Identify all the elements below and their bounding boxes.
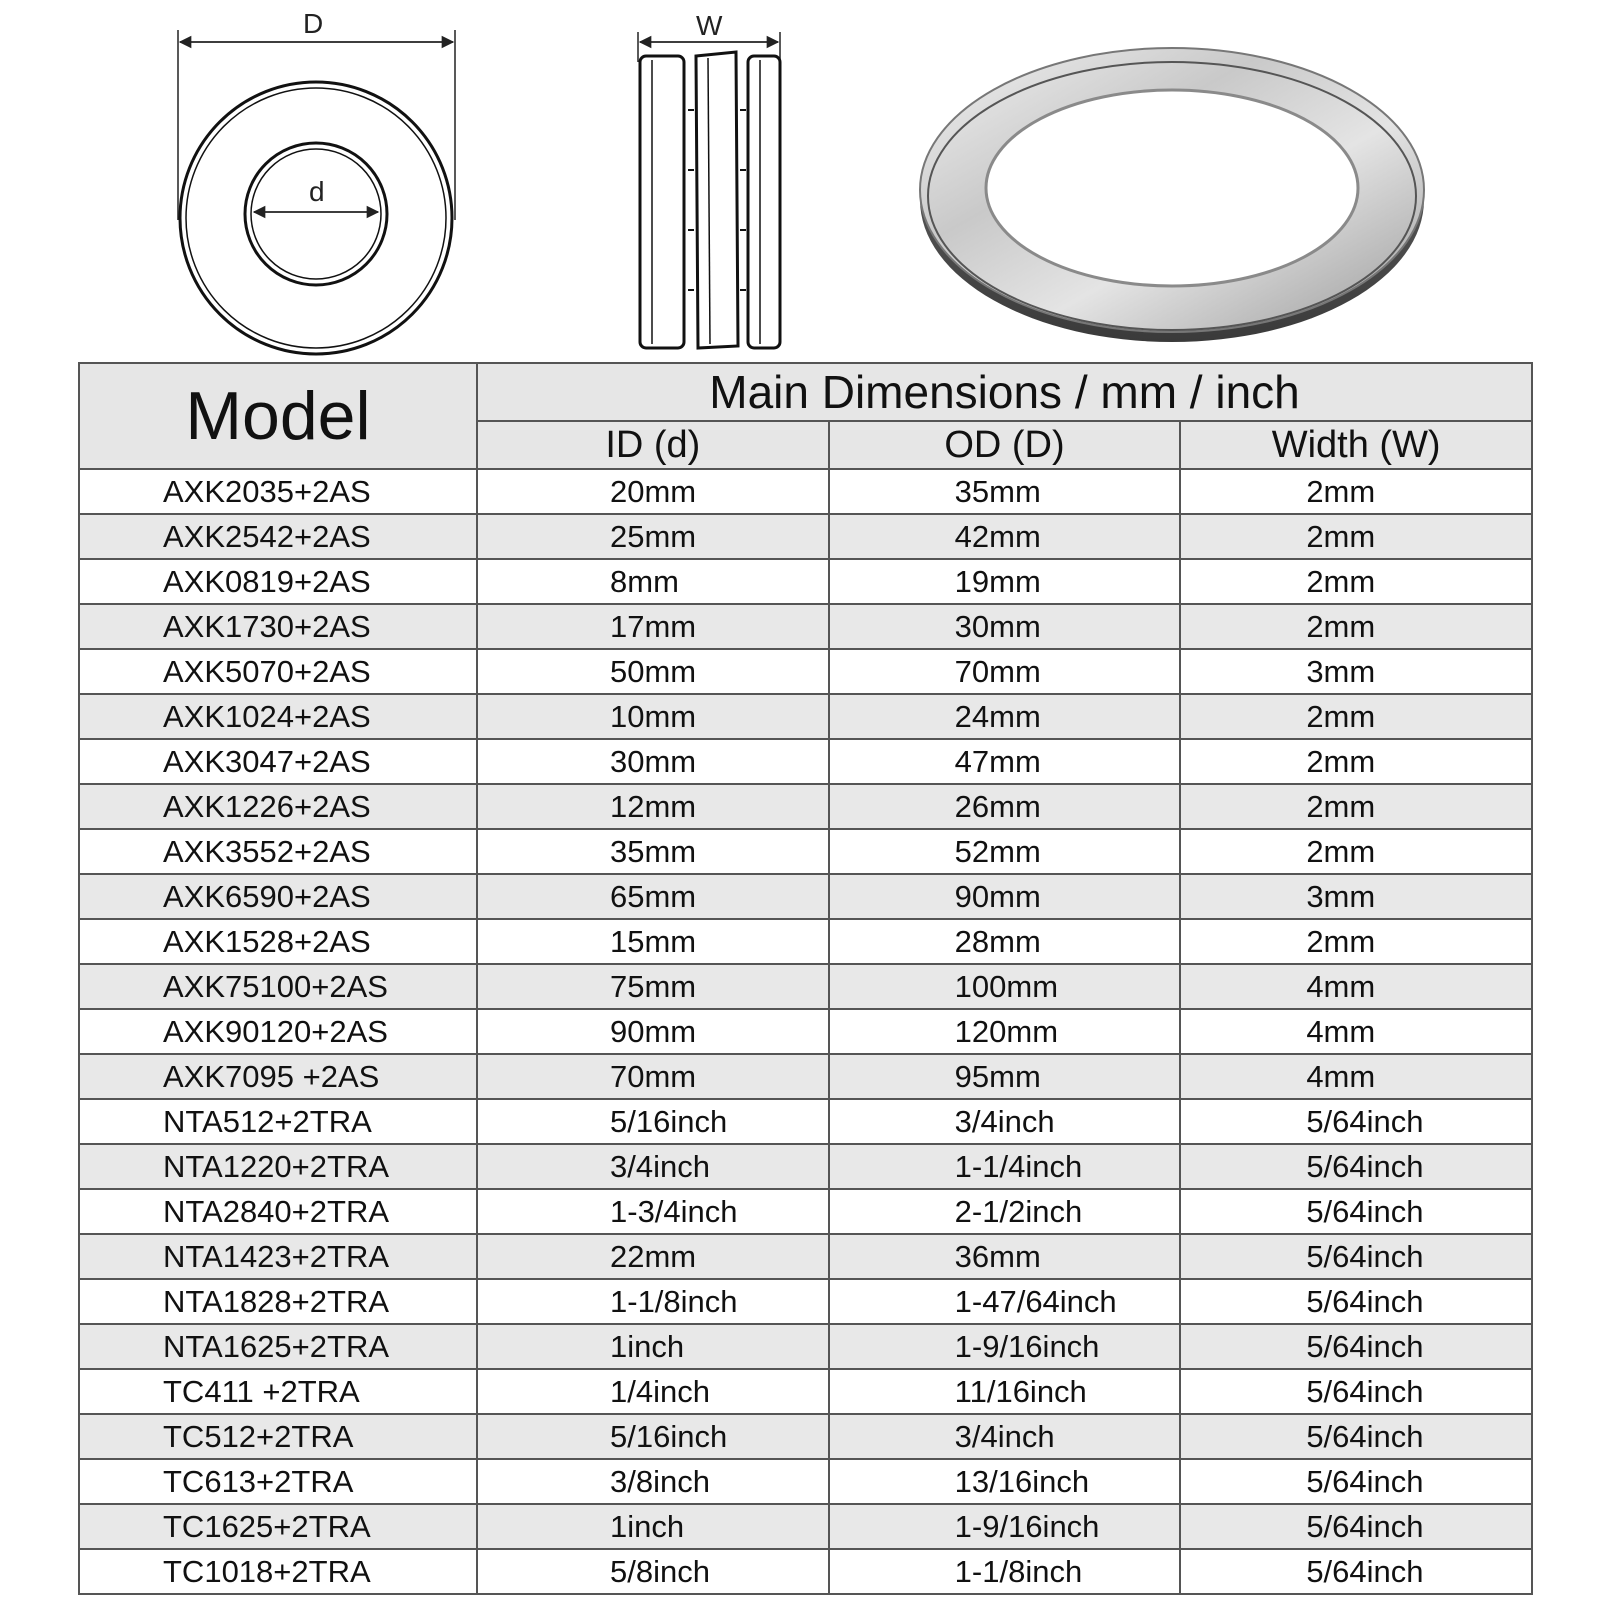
main-dimensions-header: Main Dimensions / mm / inch xyxy=(477,363,1532,421)
width-cell: 2mm xyxy=(1180,784,1532,829)
id-cell: 1-1/8inch xyxy=(477,1279,829,1324)
od-cell: 120mm xyxy=(829,1009,1181,1054)
table-row xyxy=(79,514,1532,559)
side-view-diagram xyxy=(620,0,820,360)
table-row xyxy=(79,1099,1532,1144)
width-cell: 2mm xyxy=(1180,469,1532,514)
diagram-area xyxy=(0,0,1600,360)
id-cell: 1inch xyxy=(477,1324,829,1369)
table-row xyxy=(79,784,1532,829)
id-cell: 3/8inch xyxy=(477,1459,829,1504)
id-cell: 75mm xyxy=(477,964,829,1009)
id-cell: 70mm xyxy=(477,1054,829,1099)
table-row xyxy=(79,1549,1532,1594)
width-label: W xyxy=(696,10,723,41)
model-header: Model xyxy=(79,363,477,469)
id-cell: 1/4inch xyxy=(477,1369,829,1414)
model-cell: AXK1730+2AS xyxy=(79,604,477,649)
table-row xyxy=(79,1504,1532,1549)
id-cell: 50mm xyxy=(477,649,829,694)
width-cell: 5/64inch xyxy=(1180,1189,1532,1234)
id-cell: 5/8inch xyxy=(477,1549,829,1594)
model-cell: TC512+2TRA xyxy=(79,1414,477,1459)
width-cell: 5/64inch xyxy=(1180,1504,1532,1549)
od-cell: 1-1/8inch xyxy=(829,1549,1181,1594)
table-row xyxy=(79,829,1532,874)
id-cell: 15mm xyxy=(477,919,829,964)
table-row xyxy=(79,1054,1532,1099)
table-row xyxy=(79,1414,1532,1459)
model-cell: AXK75100+2AS xyxy=(79,964,477,1009)
model-cell: AXK1226+2AS xyxy=(79,784,477,829)
width-cell: 5/64inch xyxy=(1180,1369,1532,1414)
width-cell: 4mm xyxy=(1180,1009,1532,1054)
model-cell: AXK2542+2AS xyxy=(79,514,477,559)
bearing-photo xyxy=(910,30,1450,350)
dimensions-table xyxy=(78,362,1533,1595)
table-row xyxy=(79,1459,1532,1504)
inner-diameter-label: d xyxy=(309,176,325,207)
od-cell: 2-1/2inch xyxy=(829,1189,1181,1234)
model-cell: NTA512+2TRA xyxy=(79,1099,477,1144)
od-cell: 70mm xyxy=(829,649,1181,694)
id-cell: 8mm xyxy=(477,559,829,604)
table-body xyxy=(79,469,1532,1594)
table-row xyxy=(79,1369,1532,1414)
width-cell: 2mm xyxy=(1180,559,1532,604)
model-cell: AXK2035+2AS xyxy=(79,469,477,514)
od-cell: 13/16inch xyxy=(829,1459,1181,1504)
od-cell: 90mm xyxy=(829,874,1181,919)
od-cell: 47mm xyxy=(829,739,1181,784)
od-cell: 28mm xyxy=(829,919,1181,964)
od-header: OD (D) xyxy=(829,421,1181,469)
width-cell: 5/64inch xyxy=(1180,1099,1532,1144)
id-cell: 20mm xyxy=(477,469,829,514)
model-cell: NTA1220+2TRA xyxy=(79,1144,477,1189)
table-row xyxy=(79,1324,1532,1369)
id-cell: 35mm xyxy=(477,829,829,874)
model-cell: TC411 +2TRA xyxy=(79,1369,477,1414)
id-header: ID (d) xyxy=(477,421,829,469)
model-cell: AXK3047+2AS xyxy=(79,739,477,784)
id-cell: 30mm xyxy=(477,739,829,784)
width-cell: 3mm xyxy=(1180,874,1532,919)
table-row xyxy=(79,559,1532,604)
od-cell: 36mm xyxy=(829,1234,1181,1279)
front-view-diagram xyxy=(140,0,620,360)
width-cell: 2mm xyxy=(1180,739,1532,784)
table-row xyxy=(79,694,1532,739)
width-cell: 5/64inch xyxy=(1180,1234,1532,1279)
table-row xyxy=(79,1144,1532,1189)
outer-ring xyxy=(180,82,452,354)
table-row xyxy=(79,874,1532,919)
model-cell: NTA1625+2TRA xyxy=(79,1324,477,1369)
model-cell: AXK7095 +2AS xyxy=(79,1054,477,1099)
id-cell: 90mm xyxy=(477,1009,829,1054)
model-cell: AXK0819+2AS xyxy=(79,559,477,604)
table-row xyxy=(79,649,1532,694)
id-cell: 22mm xyxy=(477,1234,829,1279)
width-cell: 2mm xyxy=(1180,604,1532,649)
id-cell: 5/16inch xyxy=(477,1414,829,1459)
od-cell: 35mm xyxy=(829,469,1181,514)
od-cell: 52mm xyxy=(829,829,1181,874)
od-cell: 11/16inch xyxy=(829,1369,1181,1414)
model-cell: AXK1528+2AS xyxy=(79,919,477,964)
width-cell: 5/64inch xyxy=(1180,1414,1532,1459)
id-cell: 25mm xyxy=(477,514,829,559)
od-cell: 95mm xyxy=(829,1054,1181,1099)
inner-ring xyxy=(245,143,387,285)
model-cell: AXK5070+2AS xyxy=(79,649,477,694)
table-row xyxy=(79,1234,1532,1279)
table-row xyxy=(79,1189,1532,1234)
table-row xyxy=(79,1279,1532,1324)
width-cell: 2mm xyxy=(1180,694,1532,739)
width-cell: 5/64inch xyxy=(1180,1549,1532,1594)
id-cell: 1-3/4inch xyxy=(477,1189,829,1234)
od-cell: 19mm xyxy=(829,559,1181,604)
width-cell: 4mm xyxy=(1180,1054,1532,1099)
width-cell: 2mm xyxy=(1180,919,1532,964)
od-cell: 1-47/64inch xyxy=(829,1279,1181,1324)
table-row xyxy=(79,1009,1532,1054)
table-row xyxy=(79,469,1532,514)
width-cell: 5/64inch xyxy=(1180,1459,1532,1504)
table-row xyxy=(79,739,1532,784)
model-cell: TC613+2TRA xyxy=(79,1459,477,1504)
id-cell: 3/4inch xyxy=(477,1144,829,1189)
table-row xyxy=(79,919,1532,964)
model-cell: TC1625+2TRA xyxy=(79,1504,477,1549)
model-cell: AXK90120+2AS xyxy=(79,1009,477,1054)
id-cell: 1inch xyxy=(477,1504,829,1549)
id-cell: 17mm xyxy=(477,604,829,649)
od-cell: 24mm xyxy=(829,694,1181,739)
od-cell: 100mm xyxy=(829,964,1181,1009)
od-cell: 1-1/4inch xyxy=(829,1144,1181,1189)
model-cell: AXK6590+2AS xyxy=(79,874,477,919)
outer-diameter-label: D xyxy=(303,8,324,39)
width-cell: 5/64inch xyxy=(1180,1279,1532,1324)
model-cell: AXK1024+2AS xyxy=(79,694,477,739)
table-row xyxy=(79,964,1532,1009)
width-header: Width (W) xyxy=(1180,421,1532,469)
od-cell: 26mm xyxy=(829,784,1181,829)
model-cell: TC1018+2TRA xyxy=(79,1549,477,1594)
width-cell: 2mm xyxy=(1180,514,1532,559)
width-cell: 2mm xyxy=(1180,829,1532,874)
model-cell: NTA1423+2TRA xyxy=(79,1234,477,1279)
od-cell: 42mm xyxy=(829,514,1181,559)
table-row xyxy=(79,604,1532,649)
model-cell: AXK3552+2AS xyxy=(79,829,477,874)
od-cell: 3/4inch xyxy=(829,1099,1181,1144)
id-cell: 65mm xyxy=(477,874,829,919)
width-cell: 4mm xyxy=(1180,964,1532,1009)
model-cell: NTA2840+2TRA xyxy=(79,1189,477,1234)
od-cell: 30mm xyxy=(829,604,1181,649)
od-cell: 1-9/16inch xyxy=(829,1324,1181,1369)
id-cell: 10mm xyxy=(477,694,829,739)
id-cell: 12mm xyxy=(477,784,829,829)
od-cell: 1-9/16inch xyxy=(829,1504,1181,1549)
width-cell: 5/64inch xyxy=(1180,1144,1532,1189)
id-cell: 5/16inch xyxy=(477,1099,829,1144)
width-cell: 3mm xyxy=(1180,649,1532,694)
model-cell: NTA1828+2TRA xyxy=(79,1279,477,1324)
width-cell: 5/64inch xyxy=(1180,1324,1532,1369)
od-cell: 3/4inch xyxy=(829,1414,1181,1459)
